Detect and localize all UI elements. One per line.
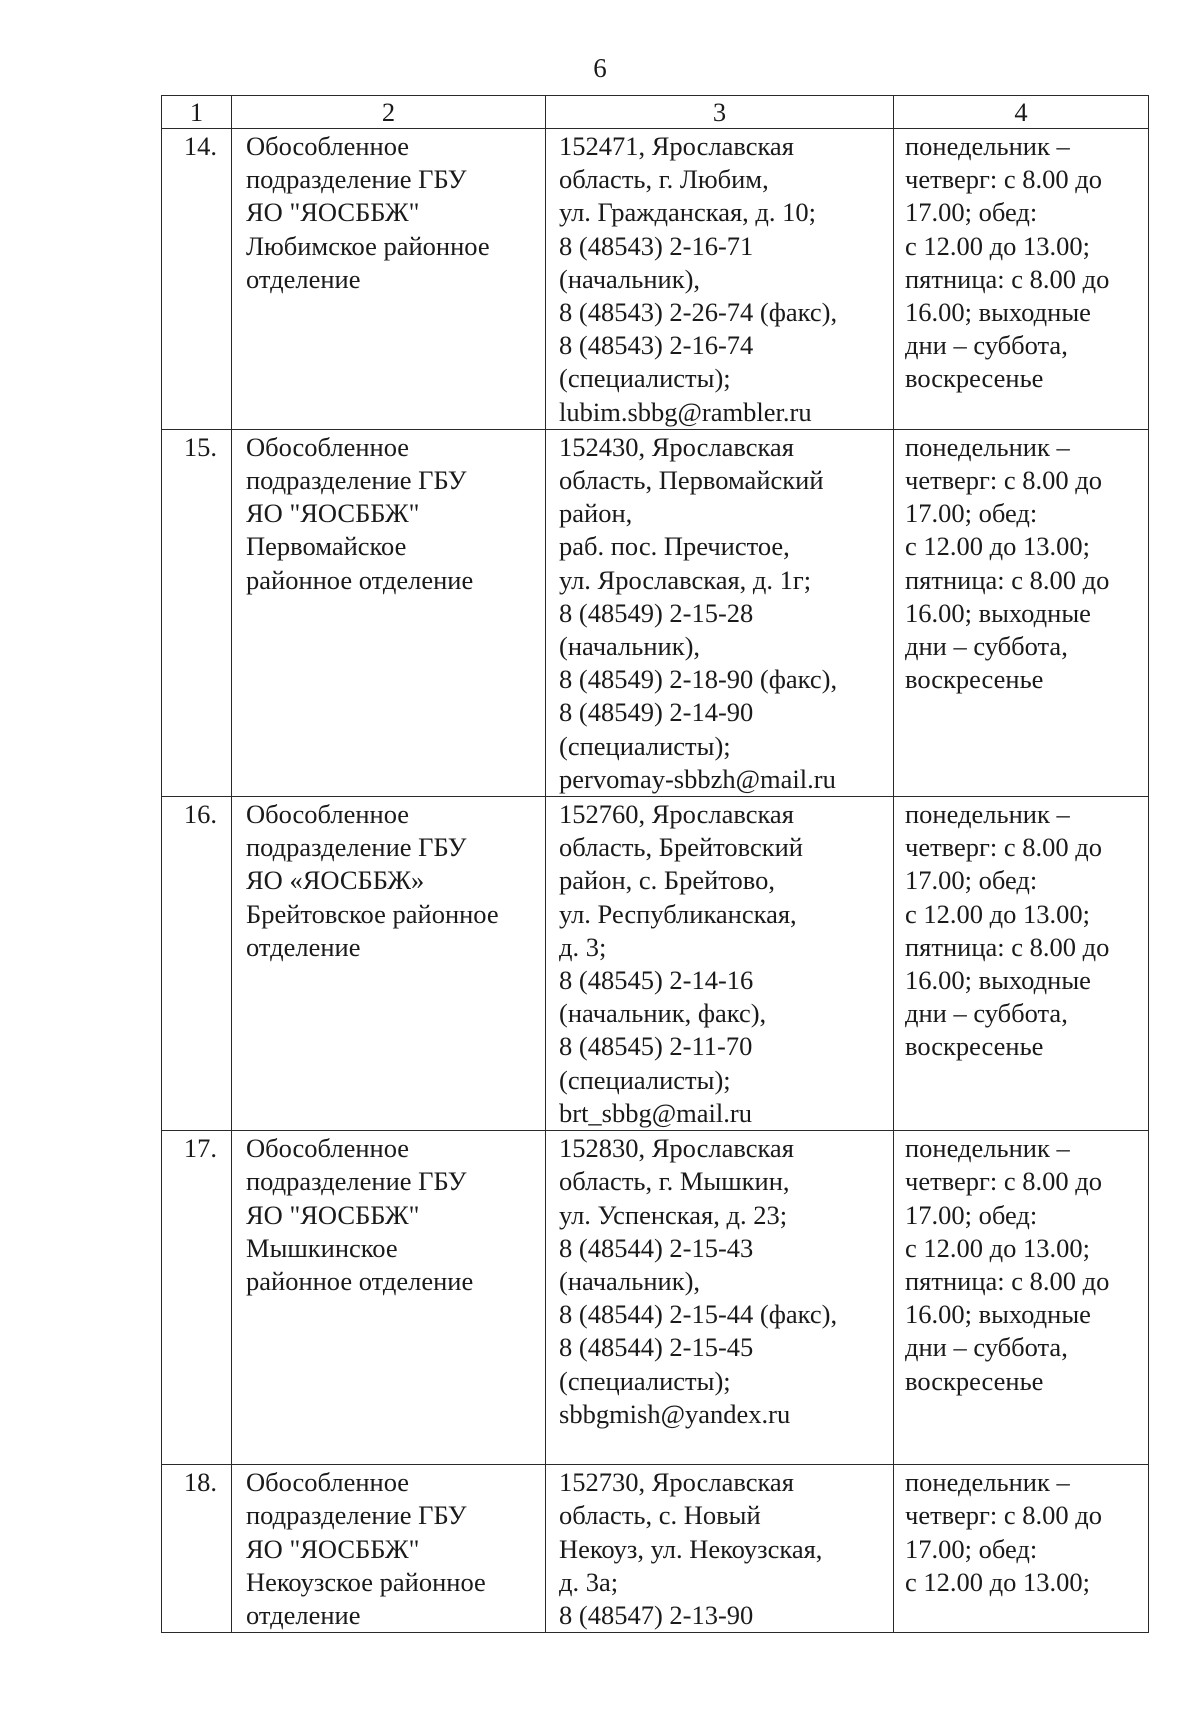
branch-name: Обособленное подразделение ГБУ ЯО "ЯОСББЖ" Первомайское районное отделение	[246, 431, 474, 595]
contacts-cell	[546, 1131, 894, 1465]
row-number: 15.	[183, 431, 217, 462]
table-row	[162, 1131, 1149, 1465]
branch-name-cell	[232, 1465, 546, 1633]
contacts-cell	[546, 429, 894, 796]
hours-cell	[894, 429, 1149, 796]
row-number: 17.	[183, 1133, 217, 1164]
branch-name: Обособленное подразделение ГБУ ЯО "ЯОСББЖ" Некоузское районное отделение	[246, 1467, 486, 1630]
hours-cell	[894, 129, 1149, 430]
branch-name: Обособленное подразделение ГБУ ЯО «ЯОСББЖ» Брейтовское районное отделение	[246, 799, 499, 962]
branch-name-cell	[232, 429, 546, 796]
row-number: 18.	[183, 1467, 217, 1498]
header-cell: 3	[546, 96, 894, 129]
branch-hours: понедельник – четверг: с 8.00 до 17.00; обед: с 12.00 до 13.00; пятница: с 8.00 до 16.00; выходные дни – суббота, воскресенье	[905, 799, 1110, 1062]
table-row	[162, 1465, 1149, 1633]
branch-contacts: 152430, Ярославская область, Первомайский район, раб. пос. Пречистое, ул. Ярославская, д. 1г; 8 (48549) 2-15-28 (начальник), 8 (48549) 2-18-90 (факс), 8 (48549) 2-14-90 (специалисты); pervomay-sbbzh@mail.ru	[559, 431, 838, 794]
row-number-cell	[162, 129, 232, 430]
row-number-cell	[162, 1465, 232, 1633]
branch-name: Обособленное подразделение ГБУ ЯО "ЯОСББЖ" Мышкинское районное отделение	[246, 1133, 474, 1296]
branch-contacts: 152830, Ярославская область, г. Мышкин, ул. Успенская, д. 23; 8 (48544) 2-15-43 (начальник), 8 (48544) 2-15-44 (факс), 8 (48544) 2-15-45 (специалисты); sbbgmish@yandex.ru	[559, 1133, 838, 1429]
header-cell: 1	[162, 96, 232, 129]
branch-hours: понедельник – четверг: с 8.00 до 17.00; обед: с 12.00 до 13.00; пятница: с 8.00 до 16.00; выходные дни – суббота, воскресенье	[905, 1133, 1110, 1396]
hours-cell	[894, 1131, 1149, 1465]
header-cell: 4	[894, 96, 1149, 129]
contacts-cell	[546, 797, 894, 1131]
branch-contacts: 152730, Ярославская область, с. Новый Некоуз, ул. Некоузская, д. 3а; 8 (48547) 2-13-90	[559, 1467, 823, 1630]
branch-name-cell	[232, 797, 546, 1131]
branch-contacts: 152760, Ярославская область, Брейтовский район, с. Брейтово, ул. Республиканская, д. 3; 8 (48545) 2-14-16 (начальник, факс), 8 (48545) 2-11-70 (специалисты); brt_sbbg@mail.ru	[559, 799, 803, 1128]
branches-table	[161, 95, 1149, 1633]
row-number: 14.	[183, 131, 217, 161]
row-number-cell	[162, 797, 232, 1131]
branch-hours: понедельник – четверг: с 8.00 до 17.00; обед: с 12.00 до 13.00; пятница: с 8.00 до 16.00; выходные дни – суббота, воскресенье	[905, 431, 1110, 695]
header-cell: 2	[232, 96, 546, 129]
table-row	[162, 797, 1149, 1131]
page-number: 6	[593, 53, 607, 83]
row-number-cell	[162, 1131, 232, 1465]
hours-cell	[894, 1465, 1149, 1633]
table-row	[162, 129, 1149, 430]
branch-hours: понедельник – четверг: с 8.00 до 17.00; обед: с 12.00 до 13.00; пятница: с 8.00 до 16.00; выходные дни – суббота, воскресенье	[905, 131, 1110, 394]
branch-contacts: 152471, Ярославская область, г. Любим, ул. Гражданская, д. 10; 8 (48543) 2-16-71 (начальник), 8 (48543) 2-26-74 (факс), 8 (48543) 2-16-74 (специалисты); lubim.sbbg@rambler.ru	[559, 131, 838, 427]
table-header-row	[162, 96, 1149, 129]
branch-name-cell	[232, 1131, 546, 1465]
row-number: 16.	[183, 799, 217, 830]
branch-name: Обособленное подразделение ГБУ ЯО "ЯОСББЖ" Любимское районное отделение	[246, 131, 490, 294]
contacts-cell	[546, 1465, 894, 1633]
row-number-cell	[162, 429, 232, 796]
hours-cell	[894, 797, 1149, 1131]
branch-hours: понедельник – четверг: с 8.00 до 17.00; обед: с 12.00 до 13.00;	[905, 1467, 1103, 1597]
branch-name-cell	[232, 129, 546, 430]
table-row	[162, 429, 1149, 796]
contacts-cell	[546, 129, 894, 430]
